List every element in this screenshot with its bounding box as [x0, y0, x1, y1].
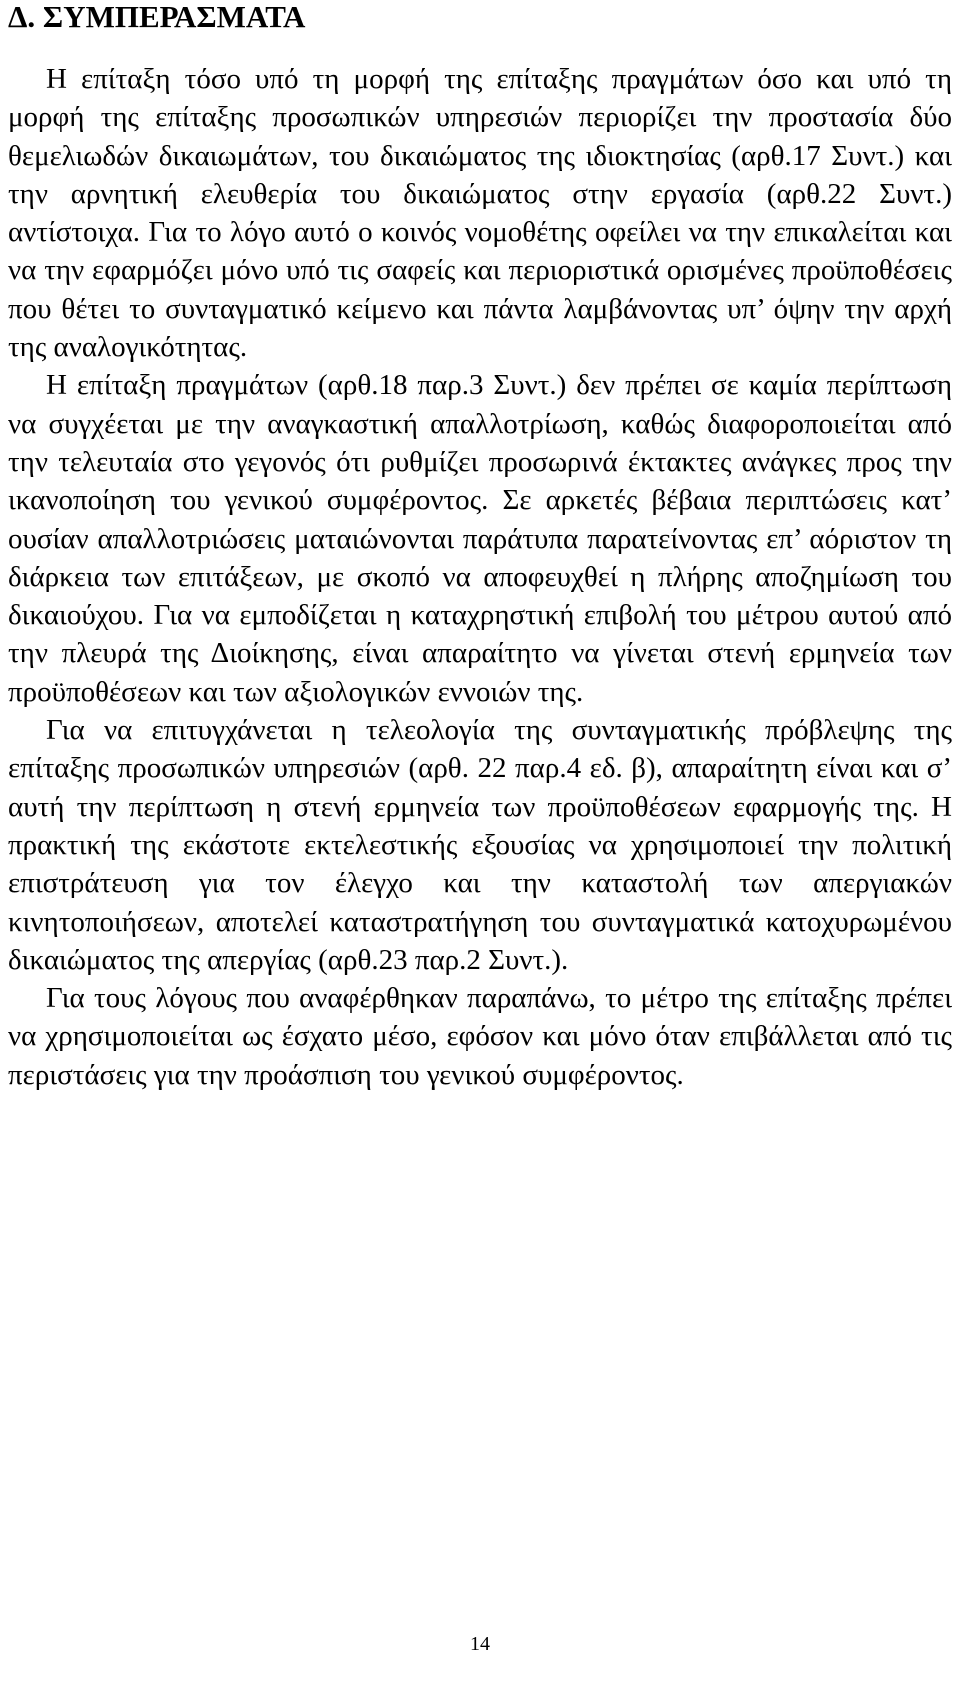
section-heading: Δ. ΣΥΜΠΕΡΑΣΜΑΤΑ	[8, 0, 306, 34]
document-page	[8, 0, 952, 1094]
paragraph-2: Η επίταξη πραγμάτων (αρθ.18 παρ.3 Συντ.) δεν πρέπει σε καμία περίπτωση να συγχέεται με την αναγκαστική απαλλοτρίωση, καθώς διαφοροποιείται από την τελευταία στο γεγονός ότι ρυθμίζει προσωρινά έκτακτες ανάγκες προς την ικανοποίηση του γενικού συμφέροντος. Σε αρκετές βέβαια περιπτώσεις κατ’ ουσίαν απαλλοτριώσεις ματαιώνονται παράτυπα παρατείνοντας επ’ αόριστον τη διάρκεια των επιτάξεων, με σκοπό να αποφευχθεί η πλήρης αποζημίωση του δικαιούχου. Για να εμποδίζεται η καταχρηστική επιβολή του μέτρου αυτού από την πλευρά της Διοίκησης, είναι απαραίτητο να γίνεται στενή ερμηνεία των προϋποθέσεων και των αξιολογικών εννοιών της.	[8, 369, 952, 708]
paragraph-1: Η επίταξη τόσο υπό τη μορφή της επίταξης πραγμάτων όσο και υπό τη μορφή της επίταξης προσωπικών υπηρεσιών περιορίζει την προστασία δύο θεμελιωδών δικαιωμάτων, του δικαιώματος της ιδιοκτησίας (αρθ.17 Συντ.) και την αρνητική ελευθερία του δικαιώματος στην εργασία (αρθ.22 Συντ.) αντίστοιχα. Για το λόγο αυτό ο κοινός νομοθέτης οφείλει να την επικαλείται και να την εφαρμόζει μόνο υπό τις σαφείς και περιοριστικά ορισμένες προϋποθέσεις που θέτει το συνταγματικό κείμενο και πάντα λαμβάνοντας υπ’ όψην την αρχή της αναλογικότητας.	[8, 63, 952, 364]
paragraph-4: Για τους λόγους που αναφέρθηκαν παραπάνω, το μέτρο της επίταξης πρέπει να χρησιμοποιείται ως έσχατο μέσο, εφόσον και μόνο όταν επιβάλλεται από τις περιστάσεις για την προάσπιση του γενικού συμφέροντος.	[8, 982, 952, 1091]
page-number: 14	[470, 1633, 490, 1655]
paragraph-3: Για να επιτυγχάνεται η τελεολογία της συνταγματικής πρόβλεψης της επίταξης προσωπικών υπηρεσιών (αρθ. 22 παρ.4 εδ. β), απαραίτητη είναι και σ’ αυτή την περίπτωση η στενή ερμηνεία των προϋποθέσεων εφαρμογής της. Η πρακτική της εκάστοτε εκτελεστικής εξουσίας να χρησιμοποιεί την πολιτική επιστράτευση για τον έλεγχο και την καταστολή των απεργιακών κινητοποιήσεων, αποτελεί καταστρατήγηση του συνταγματικά κατοχυρωμένου δικαιώματος της απεργίας (αρθ.23 παρ.2 Συντ.).	[8, 714, 952, 976]
